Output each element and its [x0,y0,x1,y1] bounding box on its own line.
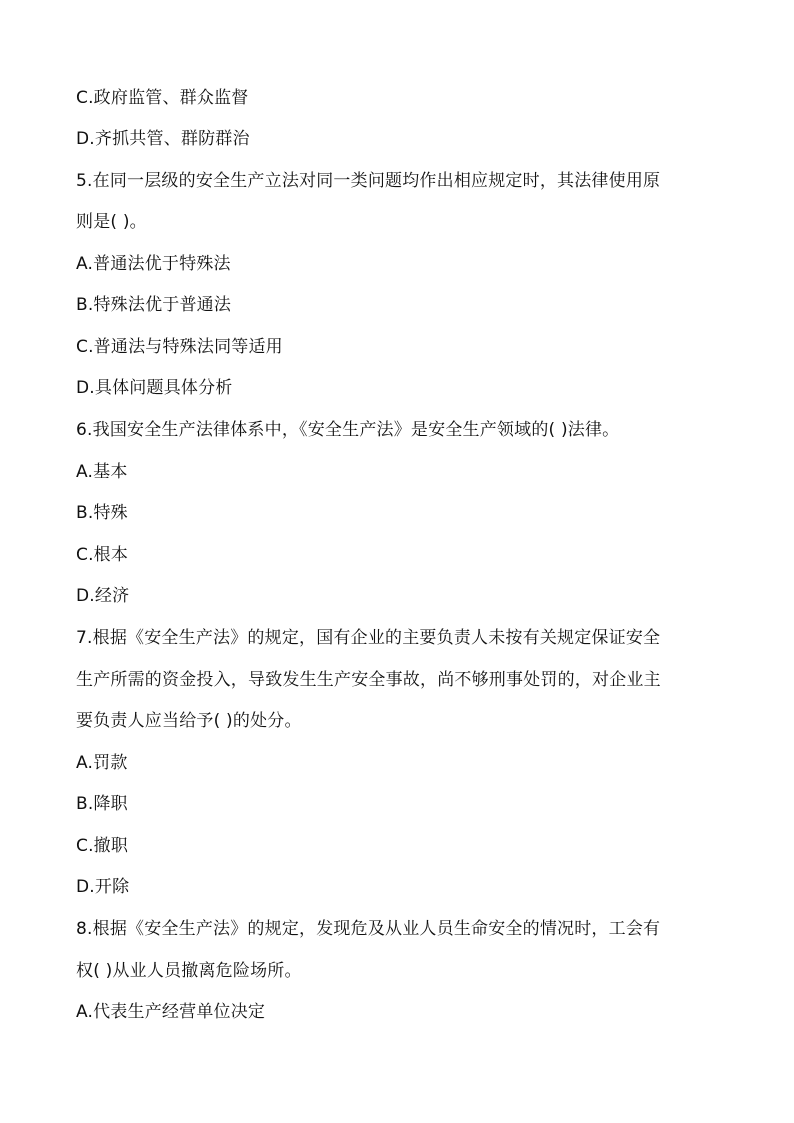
option-d-q7: D.开除 [76,877,130,897]
question-5-line-1: 5.在同一层级的安全生产立法对同一类问题均作出相应规定时，其法律使用原 [76,171,661,191]
option-b-q6: B.特殊 [76,503,128,523]
option-a-q6: A.基本 [76,462,128,482]
question-7-line-1: 7.根据《安全生产法》的规定，国有企业的主要负责人未按有关规定保证安全 [76,628,661,648]
option-b-q7: B.降职 [76,794,128,814]
question-6: 6.我国安全生产法律体系中，《安全生产法》是安全生产领域的( )法律。 [76,420,620,440]
option-a-q8: A.代表生产经营单位决定 [76,1002,266,1022]
question-7-line-3: 要负责人应当给予( )的处分。 [76,711,302,731]
option-a-q5: A.普通法优于特殊法 [76,254,231,274]
option-b-q5: B.特殊法优于普通法 [76,295,232,315]
option-c-q6: C.根本 [76,545,129,565]
option-c-q4: C.政府监管、群众监督 [76,88,249,108]
question-7-line-2: 生产所需的资金投入，导致发生生产安全事故，尚不够刑事处罚的，对企业主 [76,670,661,690]
question-8-line-1: 8.根据《安全生产法》的规定，发现危及从业人员生命安全的情况时，工会有 [76,919,661,939]
question-5-line-2: 则是( )。 [76,212,147,232]
option-c-q5: C.普通法与特殊法同等适用 [76,337,283,357]
option-d-q6: D.经济 [76,586,130,606]
option-d-q4: D.齐抓共管、群防群治 [76,129,250,149]
option-c-q7: C.撤职 [76,836,129,856]
option-d-q5: D.具体问题具体分析 [76,378,233,398]
question-8-line-2: 权( )从业人员撤离危险场所。 [76,961,302,981]
option-a-q7: A.罚款 [76,753,128,773]
